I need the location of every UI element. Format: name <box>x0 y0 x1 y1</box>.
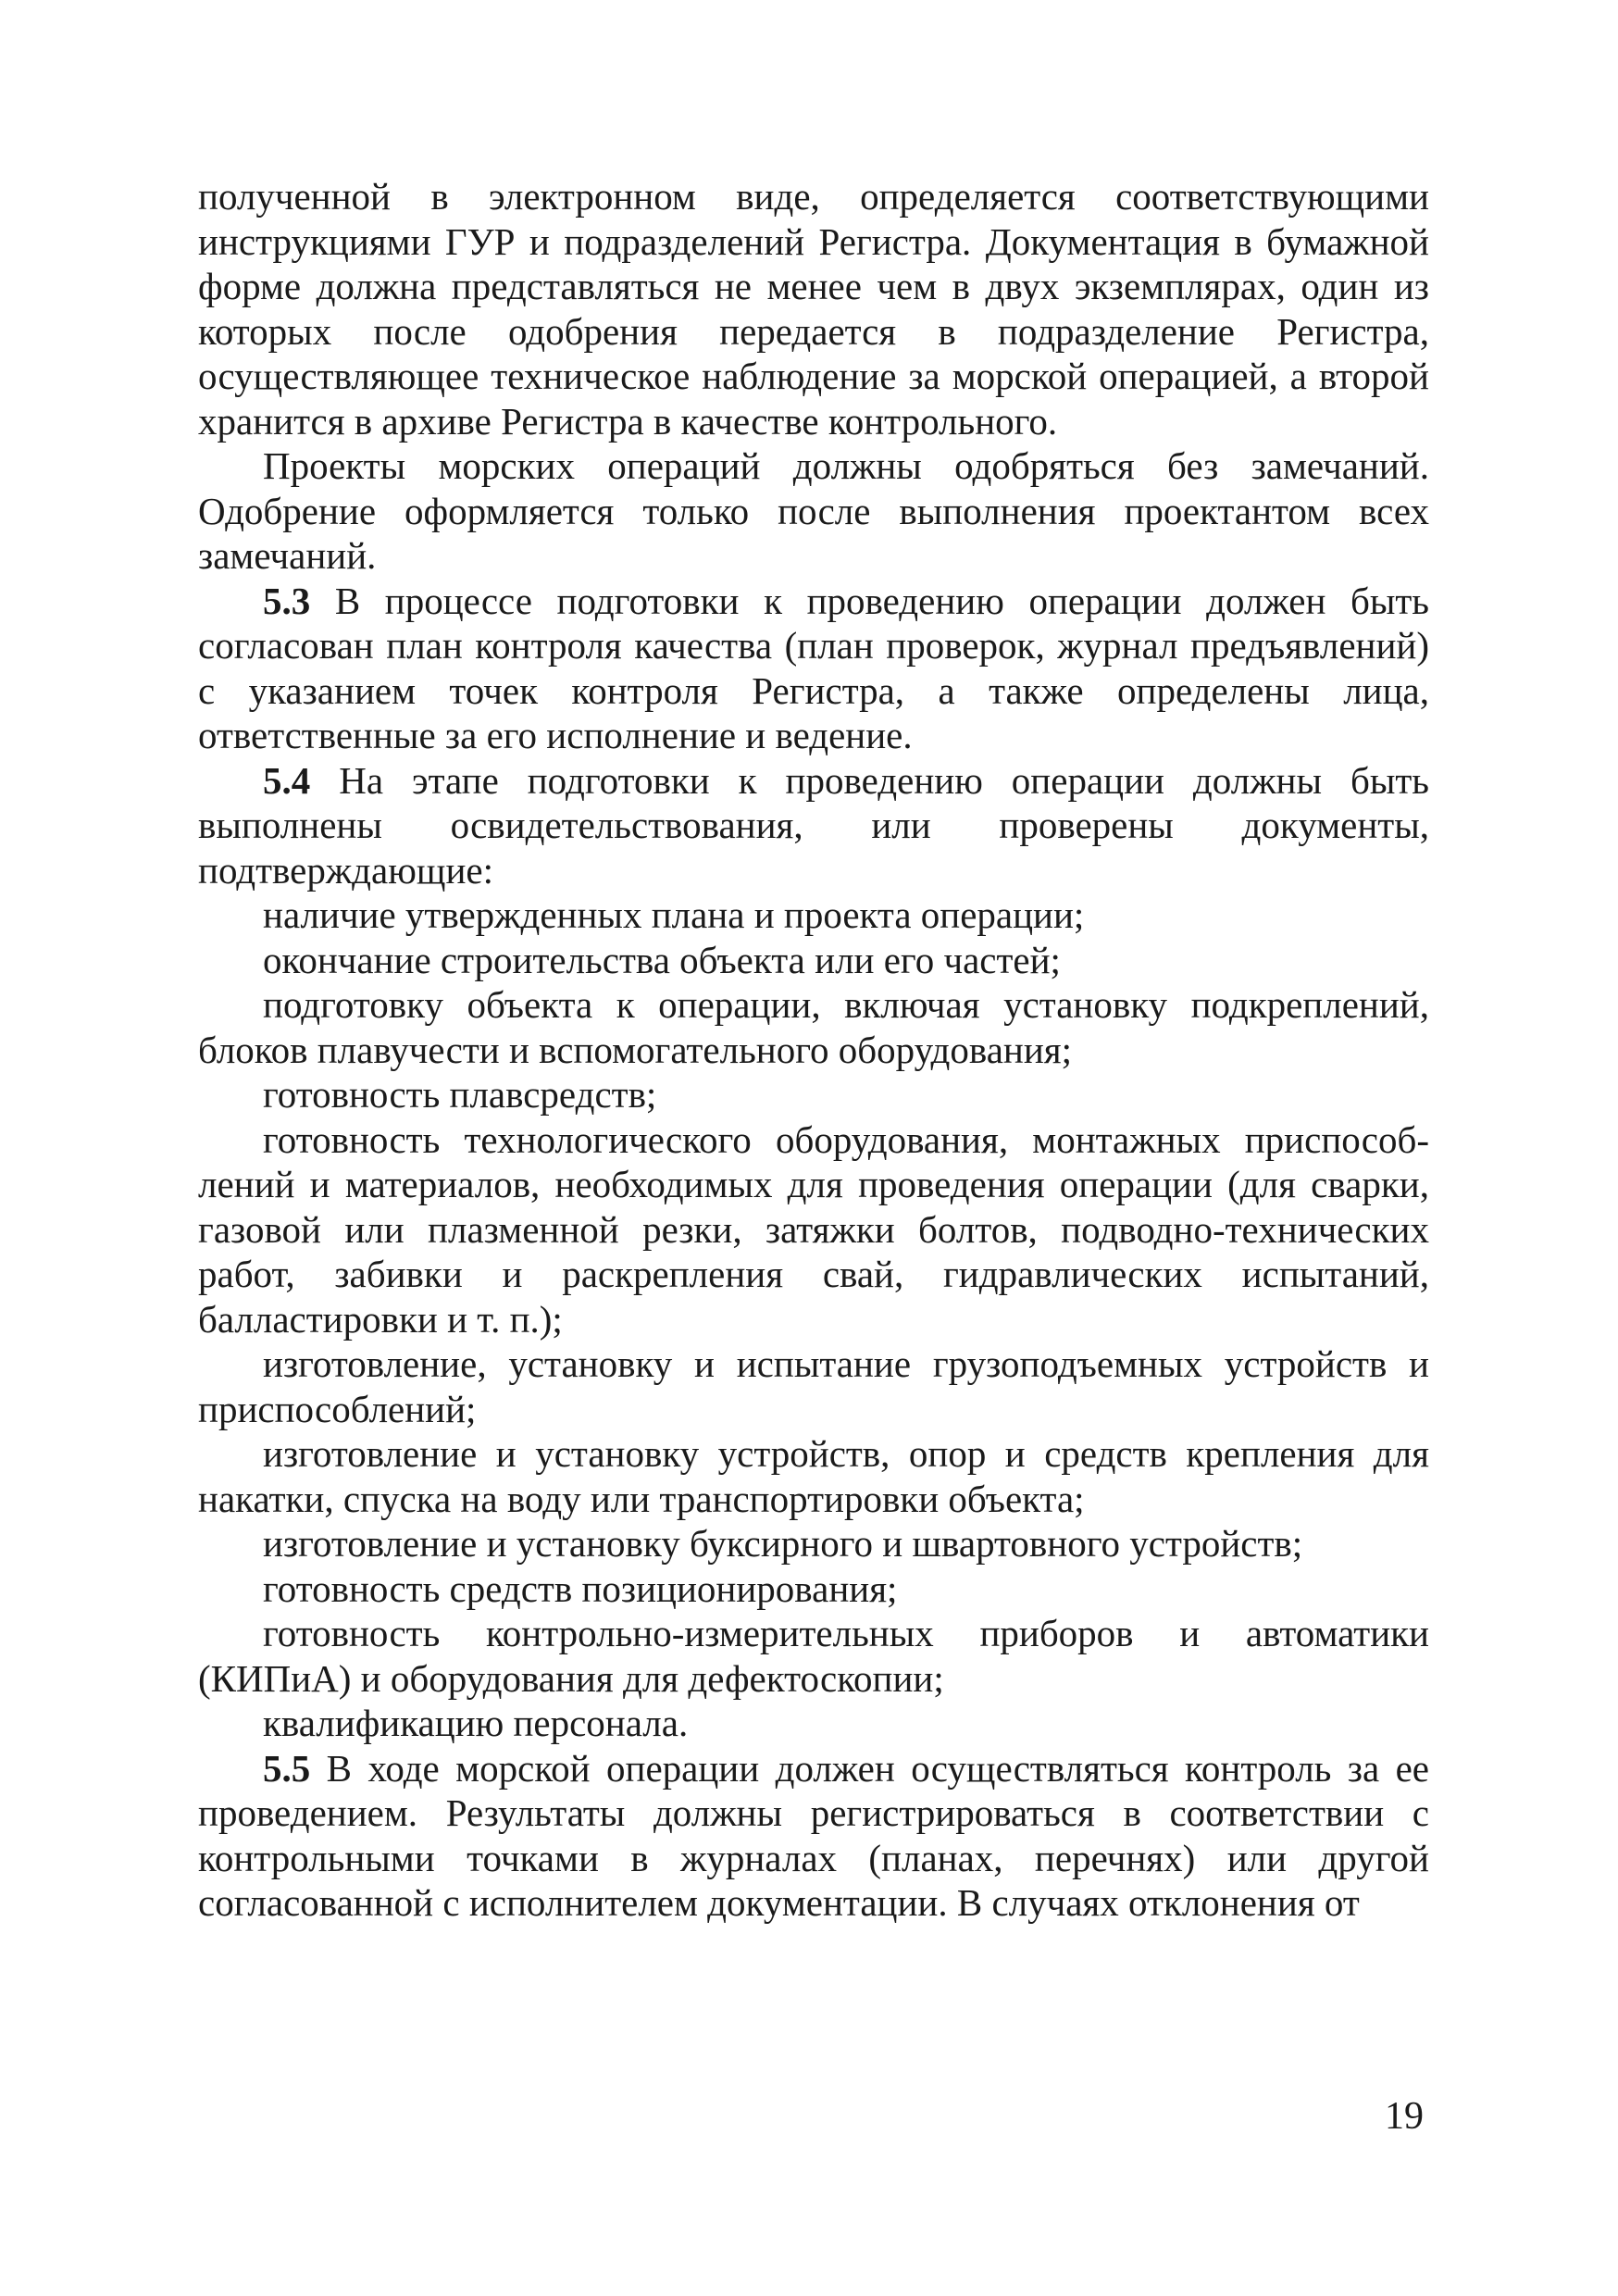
clause-number: 5.5 <box>263 1746 311 1790</box>
paragraph-text: В процессе подготовки к проведению операции должен быть согласован план контроля качества (план проверок, журнал предъявлений) с указанием точек контроля Регистра, а также определены лица, ответственные за его исполнение и ведение. <box>198 579 1429 756</box>
list-item-text: наличие утвержденных плана и проекта операции; <box>263 893 1085 936</box>
paragraph-text: В ходе морской операции должен осуществляться контроль за ее проведением. Результаты должны регистрироваться в соответствии с контрольными точками в журналах (планах, перечнях) или другой согласованной с исполнителем документации. В случаях отклонения от <box>198 1746 1429 1924</box>
list-item-text: готовность плавсредств; <box>263 1073 657 1116</box>
paragraph-text: Проекты морских операций должны одобряться без замечаний. Одобрение оформляется только после выполнения проектантом всех замечаний. <box>198 444 1429 577</box>
paragraph-documentation-copies <box>198 174 1429 443</box>
list-item <box>198 1611 1429 1701</box>
list-item-text: готовность технологического оборудования, монтажных приспособлений и материалов, необходимых для проведения операции (для сварки, газовой или плазменной резки, затяжки болтов, подводно-технических работ, забивки и раскрепления свай, гидравлических испытаний, балластировки и т. п.); <box>198 1117 1429 1341</box>
list-item <box>198 1701 1429 1746</box>
list-item <box>198 1431 1429 1521</box>
list-item <box>198 982 1429 1072</box>
document-body <box>198 174 1429 1926</box>
page-number: 19 <box>1385 2095 1424 2138</box>
clause-number: 5.4 <box>263 758 311 802</box>
clause-5-5 <box>198 1746 1429 1926</box>
list-item <box>198 892 1429 938</box>
list-item-text: окончание строительства объекта или его частей; <box>263 938 1061 981</box>
list-item-text: изготовление, установку и испытание грузоподъемных устройств и приспособлений; <box>198 1342 1429 1430</box>
list-item <box>198 938 1429 983</box>
list-item-text: готовность контрольно-измерительных приборов и автоматики (КИПиА) и оборудования для дефектоскопии; <box>198 1612 1429 1700</box>
list-item <box>198 1341 1429 1431</box>
list-item-text: подготовку объекта к операции, включая установку подкреплений, блоков плавучести и вспомогательного оборудования; <box>198 983 1429 1071</box>
list-item <box>198 1117 1429 1342</box>
clause-number: 5.3 <box>263 579 311 622</box>
list-item-text: готовность средств позиционирования; <box>263 1566 898 1610</box>
list-item <box>198 1072 1429 1117</box>
list-item-text: изготовление и установку устройств, опор и средств крепления для накатки, спуска на воду или транспортировки объекта; <box>198 1432 1429 1520</box>
paragraph-text: На этапе подготовки к проведению операции должны быть выполнены освидетельствования, или проверены документы, подтверждающие: <box>198 758 1429 892</box>
list-item-text: квалификацию персонала. <box>263 1702 689 1744</box>
list-item <box>198 1566 1429 1612</box>
list-item-text: изготовление и установку буксирного и швартовного устройств; <box>263 1522 1303 1565</box>
paragraph-project-approval <box>198 443 1429 579</box>
paragraph-text: полученной в электронном виде, определяется соответствующими инструкциями ГУР и подразделений Регистра. Документация в бумажной форме должна представляться не менее чем в двух экземплярах, один из которых после одобрения передается в подразделение Регистра, осуществляющее техническое наблюдение за морской операцией, а второй хранится в архиве Регистра в качестве контрольного. <box>198 175 1429 443</box>
clause-5-3 <box>198 579 1429 758</box>
clause-5-4 <box>198 758 1429 893</box>
list-item <box>198 1521 1429 1566</box>
